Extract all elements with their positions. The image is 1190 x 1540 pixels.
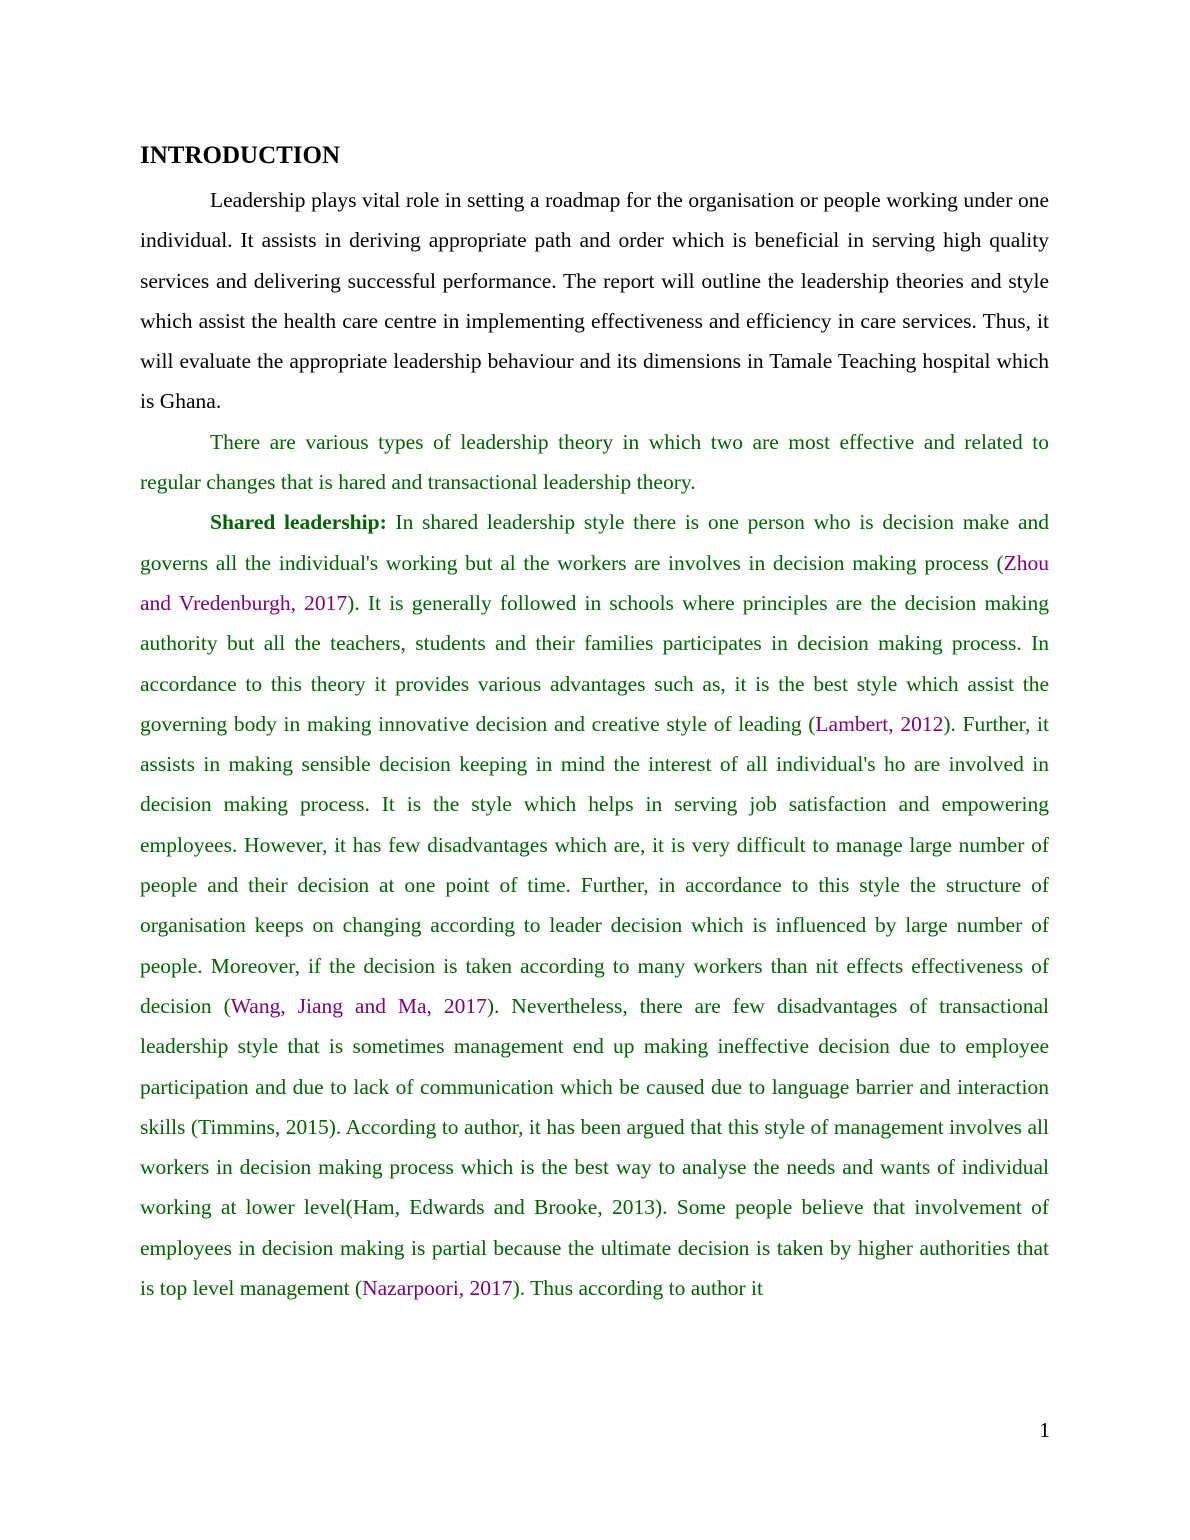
page-number: 1: [1039, 1418, 1050, 1442]
intro-paragraph: Leadership plays vital role in setting a roadmap for the organisation or people working under one individual. It assists in deriving appropriate path and order which is beneficial in serving high quality services and delivering successful performance. The report will outline the leadership theories and style which assist the health care centre in implementing effectiveness and efficiency in care services. Thus, it will evaluate the appropriate leadership behaviour and its dimensions in Tamale Teaching hospital which is Ghana.: [140, 188, 1049, 414]
citation: Wang, Jiang and Ma, 2017: [230, 993, 487, 1018]
section-heading: INTRODUCTION: [140, 142, 341, 169]
shared-leadership-term: Shared leadership:: [210, 510, 387, 535]
document-body: [140, 138, 1049, 1308]
paragraph-text: ). Thus according to author it: [512, 1276, 763, 1301]
paragraph-text: ). Further, it assists in making sensible decision keeping in mind the interest of all individual's ho are involved in decision making process. It is the style which helps in serving job satisfaction and empowering employees. However, it has few disadvantages which are, it is very difficult to manage large number of people and their decision at one point of time. Further, in accordance to this style the structure of organisation keeps on changing according to leader decision which is influenced by large number of people. Moreover, if the decision is taken according to many workers than nit effects effectiveness of decision (: [140, 711, 1049, 1018]
citation: Lambert, 2012: [815, 711, 944, 736]
paragraph-text: In shared leadership style there is one person who is decision make and governs all the individual's working but al the workers are involves in decision making process (: [140, 510, 1049, 575]
citation: Zhou and Vredenburgh, 2017: [140, 550, 1049, 615]
leadership-types-paragraph: There are various types of leadership theory in which two are most effective and related to regular changes that is hared and transactional leadership theory.: [140, 429, 1049, 495]
citation: Nazarpoori, 2017: [362, 1276, 513, 1301]
paragraph-text: ). It is generally followed in schools where principles are the decision making authority but all the teachers, students and their families participates in decision making process. In accordance to this theory it provides various advantages such as, it is the best style which assist the governing body in making innovative decision and creative style of leading (: [140, 590, 1049, 736]
shared-leadership-paragraph: [140, 502, 1049, 1308]
paragraph-text: ). Nevertheless, there are few disadvantages of transactional leadership style that is sometimes management end up making ineffective decision due to employee participation and due to lack of communication which be caused due to language barrier and interaction skills (Timmins, 2015). According to author, it has been argued that this style of management involves all workers in decision making process which is the best way to analyse the needs and wants of individual working at lower level(Ham, Edwards and Brooke, 2013). Some people believe that involvement of employees in decision making is partial because the ultimate decision is taken by higher authorities that is top level management (: [140, 993, 1050, 1301]
